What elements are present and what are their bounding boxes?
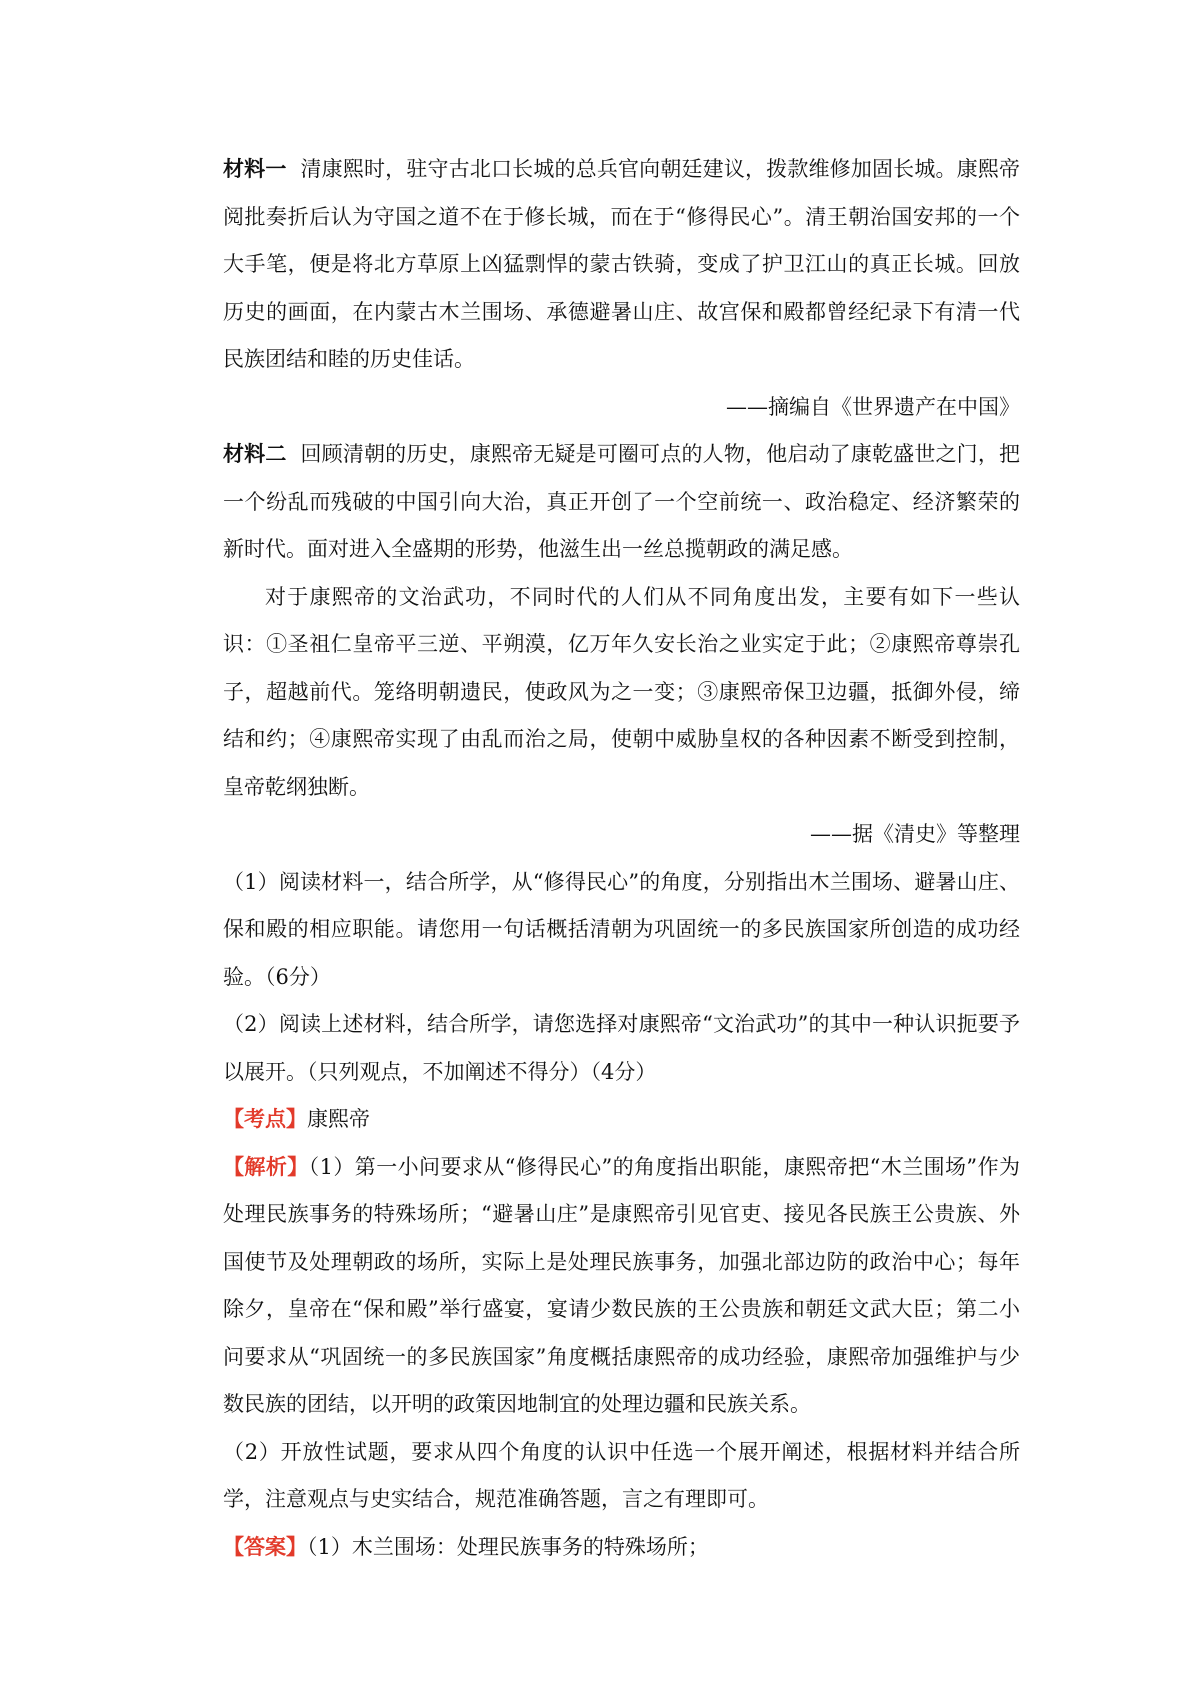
jiexi-tag: 【解析】 [223,1154,309,1179]
material-1-source: ——摘编自《世界遗产在中国》 [726,394,1020,419]
daan-tag: 【答案】 [223,1534,307,1559]
daan-text: （1）木兰围场：处理民族事务的特殊场所； [307,1534,709,1559]
material-1-text: 清康熙时，驻守古北口长城的总兵官向朝廷建议，拨款维修加固长城。康熙帝阅批奏折后认为守国之道不在于修长城，而在于“修得民心”。清王朝治国安邦的一个大手笔，便是将北方草原上凶猛剽悍的蒙古铁骑，变成了护卫江山的真正长城。回放历史的画面，在内蒙古木兰围场、承德避暑山庄、故宫保和殿都曾经纪录下有清一代民族团结和睦的历史佳话。 [223,157,1020,371]
jiexi-text-1: （1）第一小问要求从“修得民心”的角度指出职能，康熙帝把“木兰围场”作为处理民族事务的特殊场所；“避暑山庄”是康熙帝引见官吏、接见各民族王公贵族、外国使节及处理朝政的场所，实际上是处理民族事务，加强北部边防的政治中心；每年除夕，皇帝在“保和殿”举行盛宴，宴请少数民族的王公贵族和朝廷文武大臣；第二小问要求从“巩固统一的多民族国家”角度概括康熙帝的成功经验，康熙帝加强维护与少数民族的团结，以开明的政策因地制宜的处理边疆和民族关系。 [223,1154,1021,1416]
jiexi-paragraph-1 [223,1144,1020,1429]
material-2-source: ——据《清史》等整理 [810,822,1020,846]
question-1: （1）阅读材料一，结合所学，从“修得民心”的角度，分别指出木兰围场、避暑山庄、保和殿的相应职能。请您用一句话概括清朝为巩固统一的多民族国家所创造的成功经验。（6分） [223,869,1020,989]
kaodian-text: 康熙帝 [307,1107,370,1131]
jiexi-paragraph-2: （2）开放性试题，要求从四个角度的认识中任选一个展开阐述，根据材料并结合所学，注意观点与史实结合，规范准确答题，言之有理即可。 [223,1439,1020,1511]
daan-line [223,1524,1020,1572]
material-2-label: 材料二 [223,442,287,466]
material-2-paragraph [223,431,1020,574]
material-2-paragraph-2: 对于康熙帝的文治武功，不同时代的人们从不同角度出发，主要有如下一些认识：①圣祖仁皇帝平三逆、平朔漠，亿万年久安长治之业实定于此；②康熙帝尊崇孔子，超越前代。笼络明朝遗民，使政风为之一变；③康熙帝保卫边疆，抵御外侵，缔结和约；④康熙帝实现了由乱而治之局，使朝中威胁皇权的各种因素不断受到控制，皇帝乾纲独断。 [223,584,1020,799]
question-2: （2）阅读上述材料，结合所学，请您选择对康熙帝“文治武功”的其中一种认识扼要予以展开。（只列观点，不加阐述不得分）（4分） [223,1012,1020,1084]
kaodian-line [223,1096,1020,1144]
material-1-paragraph [223,146,1020,384]
material-1-label: 材料一 [223,157,287,181]
material-2-text: 回顾清朝的历史，康熙帝无疑是可圈可点的人物，他启动了康乾盛世之门，把一个纷乱而残破的中国引向大治，真正开创了一个空前统一、政治稳定、经济繁荣的新时代。面对进入全盛期的形势，他滋生出一丝总揽朝政的满足感。 [223,442,1020,561]
kaodian-tag: 【考点】 [223,1107,307,1131]
